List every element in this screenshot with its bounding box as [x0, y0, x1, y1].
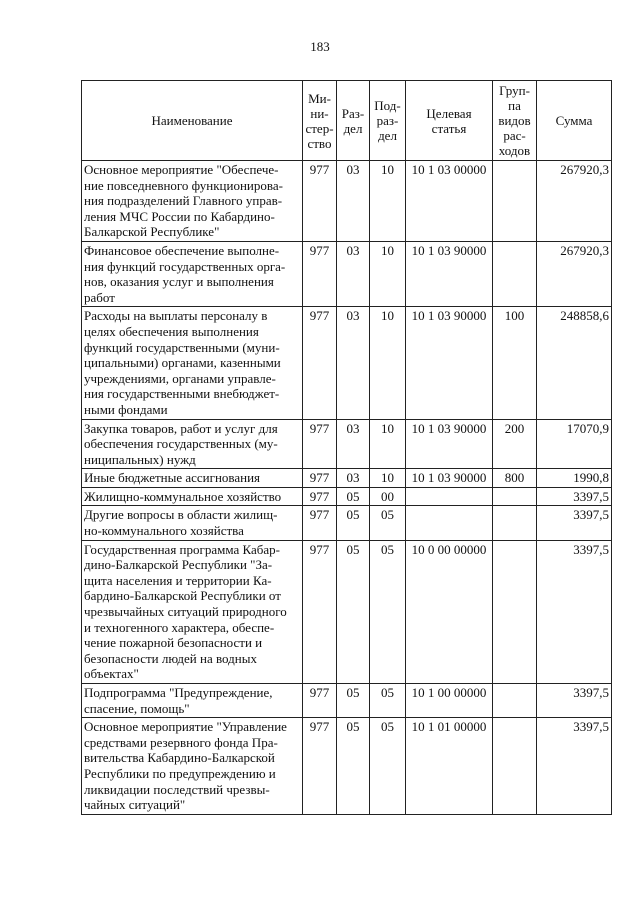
cell-target: 10 1 03 90000 — [406, 469, 493, 488]
cell-sum: 3397,5 — [537, 684, 612, 718]
cell-section: 05 — [337, 506, 370, 540]
header-group: Груп- па видов рас- ходов — [493, 81, 537, 161]
cell-ministry: 977 — [303, 419, 337, 469]
cell-sum: 3397,5 — [537, 487, 612, 506]
table-row — [82, 469, 612, 488]
cell-section: 03 — [337, 307, 370, 419]
cell-sum: 1990,8 — [537, 469, 612, 488]
table-row — [82, 487, 612, 506]
cell-ministry: 977 — [303, 161, 337, 242]
table-row — [82, 241, 612, 306]
cell-name: Закупка товаров, работ и услуг для обеспечения государственных (му- ниципальных) нужд — [82, 419, 303, 469]
cell-group — [493, 241, 537, 306]
cell-name: Основное мероприятие "Обеспече- ние повседневного функционирова- ния подразделений Главного управ- ления МЧС России по Кабардино- Балкарской Республике" — [82, 161, 303, 242]
cell-name: Другие вопросы в области жилищ- но-коммунального хозяйства — [82, 506, 303, 540]
cell-target: 10 1 03 90000 — [406, 419, 493, 469]
cell-target: 10 1 01 00000 — [406, 718, 493, 815]
cell-group — [493, 718, 537, 815]
cell-subsection: 00 — [370, 487, 406, 506]
cell-section: 03 — [337, 161, 370, 242]
cell-section: 05 — [337, 540, 370, 683]
cell-sum: 17070,9 — [537, 419, 612, 469]
header-subsection: Под- раз- дел — [370, 81, 406, 161]
cell-section: 05 — [337, 487, 370, 506]
cell-ministry: 977 — [303, 307, 337, 419]
cell-ministry: 977 — [303, 469, 337, 488]
cell-ministry: 977 — [303, 684, 337, 718]
cell-subsection: 05 — [370, 540, 406, 683]
table-row — [82, 419, 612, 469]
table-row — [82, 718, 612, 815]
cell-group — [493, 684, 537, 718]
table-row — [82, 307, 612, 419]
cell-name: Финансовое обеспечение выполне- ния функций государственных орга- нов, оказания услуг и выполнения работ — [82, 241, 303, 306]
cell-sum: 267920,3 — [537, 161, 612, 242]
header-sum: Сумма — [537, 81, 612, 161]
cell-ministry: 977 — [303, 487, 337, 506]
cell-subsection: 05 — [370, 684, 406, 718]
cell-subsection: 10 — [370, 469, 406, 488]
table-header-row — [82, 81, 612, 161]
cell-group — [493, 487, 537, 506]
cell-sum: 3397,5 — [537, 540, 612, 683]
cell-section: 03 — [337, 241, 370, 306]
cell-name: Расходы на выплаты персоналу в целях обеспечения выполнения функций государственными (муни- ципальными) органами, казенными учреждениями, органами управле- ния государственными внебюджет- ными фондами — [82, 307, 303, 419]
cell-ministry: 977 — [303, 241, 337, 306]
cell-target — [406, 506, 493, 540]
cell-subsection: 10 — [370, 307, 406, 419]
cell-group: 800 — [493, 469, 537, 488]
cell-name: Основное мероприятие "Управление средствами резервного фонда Пра- вительства Кабардино-Балкарской Республики по предупреждению и ликвидации последствий чрезвы- чайных ситуаций" — [82, 718, 303, 815]
cell-name: Жилищно-коммунальное хозяйство — [82, 487, 303, 506]
cell-ministry: 977 — [303, 540, 337, 683]
cell-group: 100 — [493, 307, 537, 419]
cell-name: Государственная программа Кабар- дино-Балкарской Республики "За- щита населения и территории Ка- бардино-Балкарской Республики от чрезвычайных ситуаций природного и техногенного характера, обеспе- чение пожарной безопасности и безопасности людей на водных объектах" — [82, 540, 303, 683]
page-number: 183 — [310, 39, 330, 54]
table-row — [82, 684, 612, 718]
cell-ministry: 977 — [303, 506, 337, 540]
cell-target: 10 1 00 00000 — [406, 684, 493, 718]
table-row — [82, 506, 612, 540]
header-ministry: Ми- ни- стер- ство — [303, 81, 337, 161]
table-row — [82, 540, 612, 683]
cell-group — [493, 540, 537, 683]
cell-sum: 3397,5 — [537, 718, 612, 815]
cell-sum: 248858,6 — [537, 307, 612, 419]
cell-target — [406, 487, 493, 506]
cell-subsection: 10 — [370, 161, 406, 242]
header-target: Целевая статья — [406, 81, 493, 161]
cell-target: 10 0 00 00000 — [406, 540, 493, 683]
cell-group — [493, 161, 537, 242]
cell-target: 10 1 03 00000 — [406, 161, 493, 242]
cell-subsection: 05 — [370, 718, 406, 815]
header-section: Раз- дел — [337, 81, 370, 161]
cell-sum: 267920,3 — [537, 241, 612, 306]
cell-name: Иные бюджетные ассигнования — [82, 469, 303, 488]
cell-section: 03 — [337, 469, 370, 488]
cell-name: Подпрограмма "Предупреждение, спасение, помощь" — [82, 684, 303, 718]
cell-group — [493, 506, 537, 540]
cell-section: 03 — [337, 419, 370, 469]
cell-subsection: 10 — [370, 419, 406, 469]
cell-ministry: 977 — [303, 718, 337, 815]
cell-subsection: 10 — [370, 241, 406, 306]
cell-subsection: 05 — [370, 506, 406, 540]
cell-sum: 3397,5 — [537, 506, 612, 540]
cell-section: 05 — [337, 718, 370, 815]
budget-table — [81, 80, 612, 815]
header-name: Наименование — [82, 81, 303, 161]
table-row — [82, 161, 612, 242]
cell-group: 200 — [493, 419, 537, 469]
cell-target: 10 1 03 90000 — [406, 307, 493, 419]
cell-target: 10 1 03 90000 — [406, 241, 493, 306]
cell-section: 05 — [337, 684, 370, 718]
